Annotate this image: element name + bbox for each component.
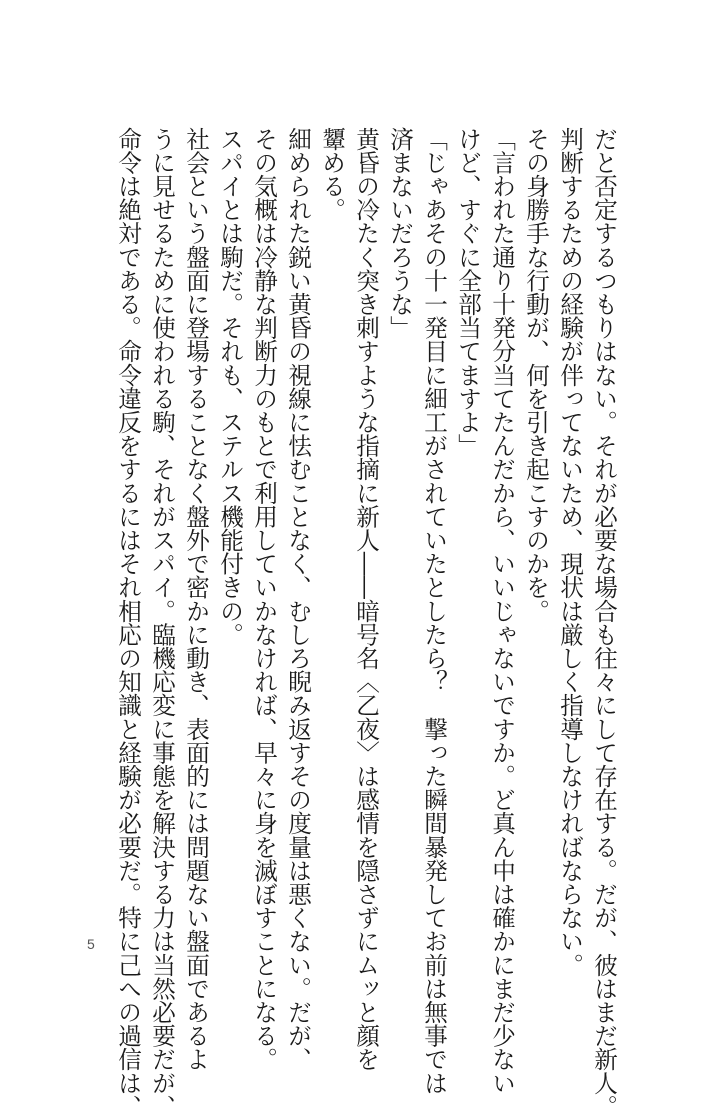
body-text — [111, 127, 621, 1118]
text-line: 命令は絶対である。命令違反をするにはそれ相応の知識と経験が必要だ。特に己への過信は、 — [114, 127, 142, 1118]
text-line: 「言われた通り十発分当てたんだから、いいじゃないですか。ど真ん中は確かにまだ少ない — [488, 127, 516, 1095]
text-line: 判断するための経験が伴ってないため、現状は厳しく指導しなければならない。 — [556, 127, 584, 977]
text-line: だと否定するつもりはない。それが必要な場合も往々にして存在する。だが、彼はまだ新人。 — [590, 127, 618, 1118]
text-line: 細められた鋭い黄昏の視線に怯むことなく、むしろ睨み返すその度量は悪くない。だが、 — [284, 127, 312, 1071]
text-line: 黄昏の冷たく突き刺すような指摘に新人――暗号名〈乙夜〉は感情を隠さずにムッと顔を — [352, 127, 380, 1071]
text-line: 顰める。 — [318, 127, 346, 222]
text-line: その身勝手な行動が、何を引き起こすのかを。 — [522, 127, 550, 623]
text-line: 「じゃあその十一発目に細工がされていたとしたら？ 撃った瞬間暴発してお前は無事では — [420, 127, 448, 1095]
text-line: 社会という盤面に登場することなく盤外で密かに動き、表面的には問題ない盤面であるよ — [182, 127, 210, 1071]
text-line: スパイとは駒だ。それも、ステルス機能付きの。 — [216, 127, 244, 647]
page-number: 5 — [87, 936, 95, 952]
text-line: けど、すぐに全部当てますよ」 — [454, 127, 482, 458]
text-line: 済まないだろうな」 — [386, 127, 414, 340]
text-line: その気概は冷静な判断力のもとで利用していかなければ、早々に身を滅ぼすことになる。 — [250, 127, 278, 1071]
text-line: うに見せるために使われる駒、それがスパイ。臨機応変に事態を解決する力は当然必要だが、 — [148, 127, 176, 1118]
